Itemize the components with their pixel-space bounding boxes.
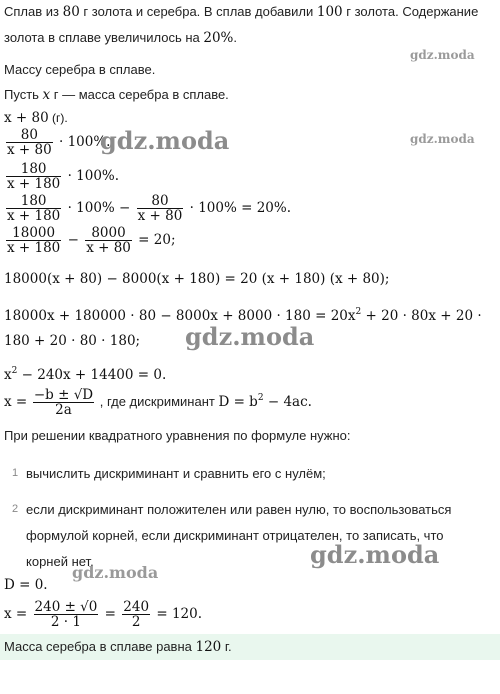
watermark: gdz.moda	[410, 132, 475, 146]
watermark: gdz.moda	[310, 540, 440, 569]
list-item-number: 1	[12, 467, 19, 479]
equation-5: 180 + 20 · 80 · 180;	[4, 333, 141, 349]
list-item-text: если дискриминант положителен или равен нулю, то воспользоваться	[26, 502, 452, 517]
watermark: gdz.moda	[100, 126, 230, 155]
equation-6: $x^2 - 240x + 14400 = 0$.	[4, 366, 167, 383]
watermark: gdz.moda	[72, 563, 159, 582]
watermark: gdz.moda	[410, 48, 475, 62]
fraction-line-2: $\frac{180}{x + 180}$ · 100%.	[7, 161, 120, 192]
let-text: Пусть x г — масса серебра в сплаве.	[4, 87, 229, 103]
fraction-line-1: $\frac{80}{x + 80}$ · 100%.	[7, 127, 111, 158]
watermark: gdz.moda	[185, 322, 315, 351]
expr-total-mass: x + 80 (г).	[4, 110, 68, 126]
list-item-text: вычислить дискриминант и сравнить его с нулём;	[26, 466, 326, 481]
problem-line-2: золота в сплаве увеличилось на 20%.	[4, 30, 238, 46]
equation-3: 18000(x + 80) − 8000(x + 180) = 20 (x + 180) (x + 80);	[4, 271, 390, 287]
list-item-number: 2	[12, 503, 19, 515]
equation-4: $18000x + 180000 \cdot 80 - 8000x + 8000 \cdot 180 = 20x^2 + 20 \cdot 80x + 20$ ·	[4, 307, 482, 324]
root-calculation: x = $\frac{240 \pm √0}{2 \cdot 1}$ = $\frac{240}{2}$ = 120.	[4, 599, 203, 630]
answer-text: Масса серебра в сплаве равна 120 г.	[4, 639, 232, 655]
equation-2: $\frac{18000}{x + 180}$ − $\frac{8000}{x + 80}$ = 20;	[7, 225, 176, 256]
rule-text: При решении квадратного уравнения по формуле нужно:	[4, 428, 351, 443]
find-text: Массу серебра в сплаве.	[4, 62, 156, 77]
list-item-text-continued: корней нет.	[26, 554, 94, 569]
list-item-text-continued: формулой корней, если дискриминант отрицателен, то записать, что	[26, 528, 444, 543]
equation-1: $\frac{180}{x + 180}$ · 100% − $\frac{80}{x + 80}$ · 100% = 20%.	[7, 193, 292, 224]
quadratic-formula: x = $\frac{-b \pm √D}{2a}$ , где дискриминант $D = b^2 - 4ac$.	[4, 387, 312, 418]
discriminant-value: D = 0.	[4, 577, 48, 593]
problem-line-1: Сплав из 80 г золота и серебра. В сплав добавили 100 г золота. Содержание	[4, 4, 479, 20]
